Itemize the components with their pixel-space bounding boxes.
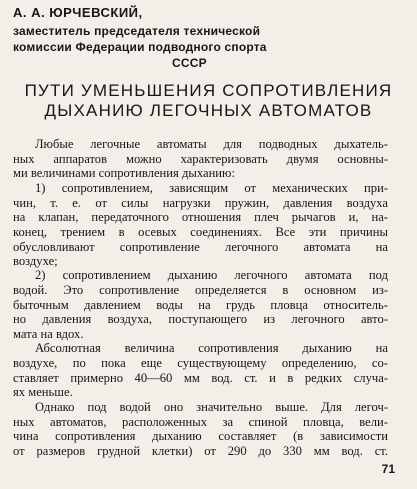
body-line-12: быточным давлением воды на грудь пловца относитель- (13, 298, 388, 312)
author-position-line-3: СССР (172, 56, 207, 70)
article-title-line-2: ДЫХАНИЮ ЛЕГОЧНЫХ АВТОМАТОВ (44, 101, 373, 120)
body-line-7: конец, трением в осевых соединениях. Все эти причины (13, 225, 388, 239)
body-line-5: чин, т. е. от силы нагрузки пружин, давления воздуха (13, 196, 388, 210)
author-position-line-1: заместитель председателя технической (13, 24, 261, 38)
body-line-9: воздухе; (13, 254, 58, 268)
article-title-line-1: ПУТИ УМЕНЬШЕНИЯ СОПРОТИВЛЕНИЯ (24, 81, 393, 100)
body-line-20: ных автоматов, расположенных за спиной пловца, вели- (13, 415, 388, 429)
body-line-4: 1) сопротивлением, зависящим от механических при- (35, 181, 388, 195)
body-line-3: ми величинами сопротивления дыханию: (13, 166, 235, 180)
body-line-19: Однако под водой оно значительно выше. Для легоч- (35, 400, 388, 414)
body-line-14: мата на вдох. (13, 327, 84, 341)
body-line-17: ставляет примерно 40—60 мм вод. ст. и в редких случа- (13, 371, 388, 385)
body-line-1: Любые легочные автоматы для подводных дыхатель- (35, 137, 388, 151)
body-line-6: на клапан, передаточного отношения плеч рычагов и, на- (13, 210, 388, 224)
body-line-2: ных аппаратов можно характеризовать двумя основны- (13, 152, 388, 166)
body-line-22: от размеров грудной клетки) от 290 до 330 мм вод. ст. (13, 444, 388, 458)
author-name: А. А. ЮРЧЕВСКИЙ, (13, 5, 143, 20)
body-line-11: водой. Это сопротивление определяется в основном из- (13, 283, 388, 297)
author-position-line-2: комиссии Федерации подводного спорта (13, 40, 267, 54)
body-line-15: Абсолютная величина сопротивления дыханию на (35, 341, 388, 355)
body-line-13: но давления воздуха, поступающего из легочного авто- (13, 312, 388, 326)
body-line-16: воздухе, по пока еще существующему определению, со- (13, 356, 388, 370)
body-line-21: чина сопротивления дыханию составляет (в зависимости (13, 429, 388, 443)
body-line-18: ях меньше. (13, 385, 73, 399)
page-number: 71 (381, 462, 395, 476)
body-line-8: обусловливают сопротивление легочного автомата на (13, 240, 388, 254)
body-line-10: 2) сопротивлением дыханию легочного автомата под (35, 268, 388, 282)
